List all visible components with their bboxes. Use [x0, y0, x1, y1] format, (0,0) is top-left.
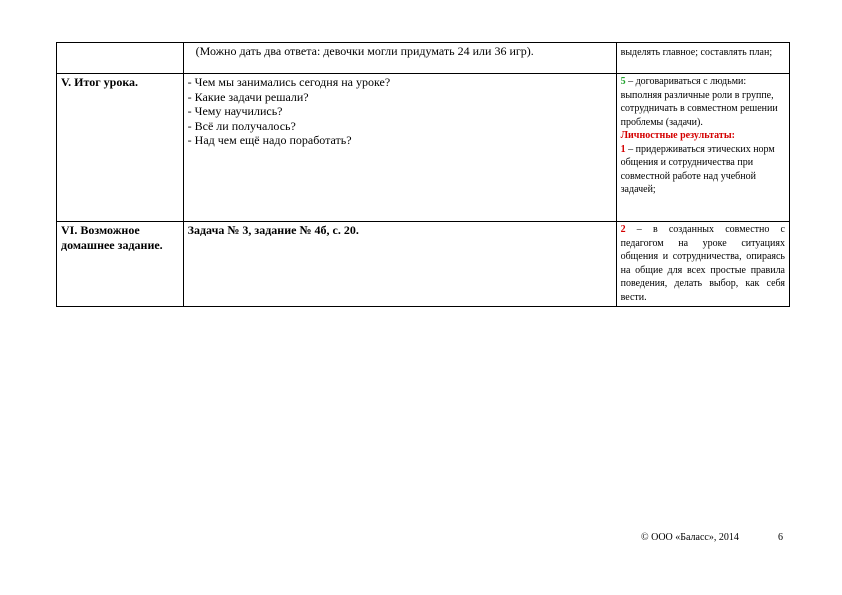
- result-cell: [616, 222, 789, 307]
- content-cell: [183, 43, 616, 74]
- result-block: [621, 223, 785, 304]
- result-block: [621, 75, 785, 197]
- table-row: [57, 43, 790, 74]
- result-text: выделять главное; составлять план;: [620, 47, 773, 58]
- table-row: [57, 74, 790, 222]
- question-item: - Какие задачи решали?: [187, 89, 309, 104]
- result-cell: [616, 74, 789, 222]
- stage-title: VI. Возможное домашнее задание.: [61, 223, 163, 252]
- result-text: – в созданных совместно с педагогом на уроке ситуациях общения и сотрудничества, опираясь на общие для всех простые правила поведения, делать выбор, как себя вести.: [620, 224, 785, 303]
- page-number: 6: [778, 532, 783, 543]
- question-item: - Над чем ещё надо поработать?: [187, 133, 352, 147]
- result-cell: [616, 43, 789, 74]
- question-item: - Всё ли получалось?: [187, 118, 296, 133]
- question-item: - Чему научились?: [187, 104, 283, 118]
- content-cell: [183, 74, 616, 222]
- question-item: - Чем мы занимались сегодня на уроке?: [187, 75, 391, 89]
- result-text: – договариваться с людьми: выполняя различные роли в группе, сотрудничать в совместном решении проблемы (задачи).: [620, 76, 778, 128]
- stage-cell: [57, 74, 184, 222]
- personal-results-heading: Личностные результаты:: [620, 130, 735, 141]
- footer-copyright: © ООО «Баласс», 2014: [641, 532, 739, 543]
- content-cell: [183, 222, 616, 307]
- result-number: 1: [620, 143, 626, 155]
- answer-note: (Можно дать два ответа: девочки могли придумать 24 или 36 игр).: [195, 44, 534, 58]
- result-number: 5: [620, 76, 626, 87]
- stage-title: V. Итог урока.: [61, 75, 139, 89]
- result-text: – придерживаться этических норм общения и сотрудничества при совместной работе над учебной задачей;: [620, 143, 775, 195]
- result-number: 2: [620, 224, 626, 235]
- stage-cell: [57, 222, 184, 307]
- homework-text: Задача № 3, задание № 4б, с. 20.: [187, 223, 359, 237]
- table-row: [57, 222, 790, 307]
- stage-cell: [57, 43, 184, 74]
- lesson-table: [56, 42, 790, 307]
